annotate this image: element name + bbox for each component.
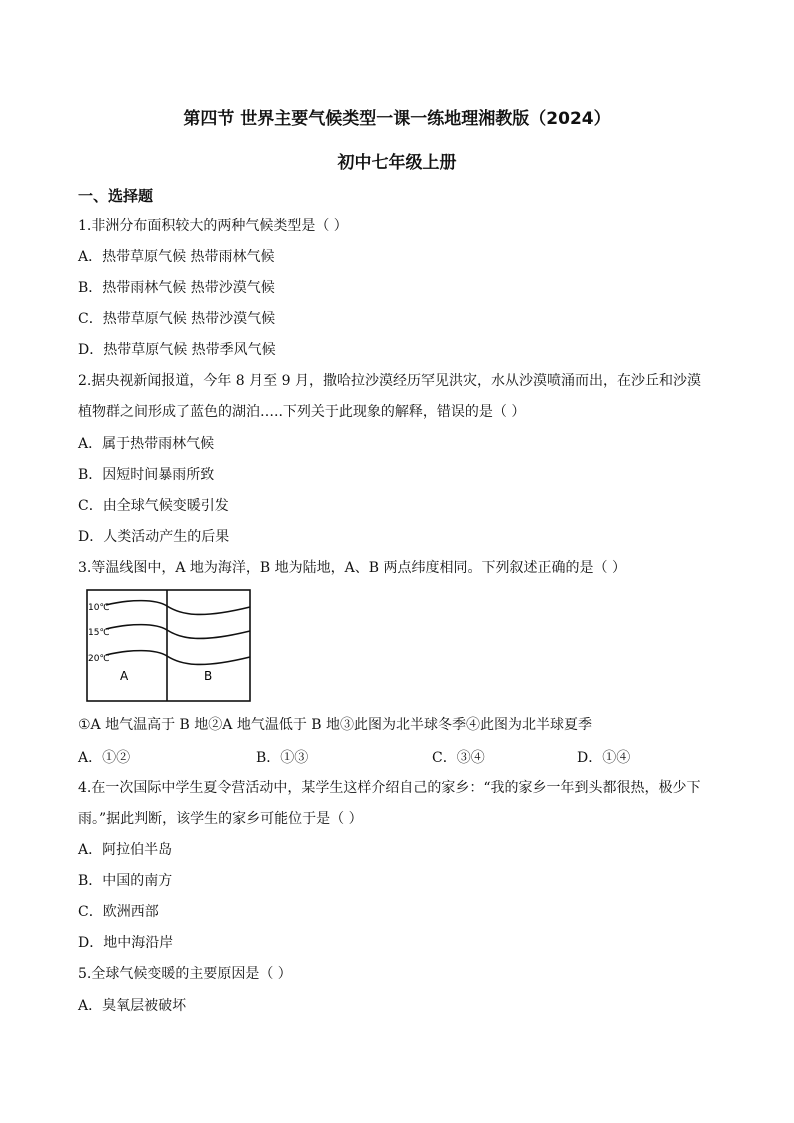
q3-option-b: B．①③: [256, 750, 309, 766]
q1-option-a: A．热带草原气候 热带雨林气候: [78, 249, 275, 265]
document-title-line1: 第四节 世界主要气候类型一课一练地理湘教版（2024）: [183, 109, 611, 129]
q3-statements: ①A 地气温高于 B 地②A 地气温低于 B 地③此图为北半球冬季④此图为北半球夏季: [78, 717, 593, 733]
q2-option-a: A．属于热带雨林气候: [78, 436, 215, 452]
q1-option-b: B．热带雨林气候 热带沙漠气候: [78, 280, 275, 296]
point-b-label: B: [204, 669, 213, 683]
q1-stem: 1.非洲分布面积较大的两种气候类型是（ ）: [78, 218, 348, 234]
q1-option-c: C．热带草原气候 热带沙漠气候: [78, 311, 276, 327]
isotherm-label-15: 15℃: [88, 628, 110, 638]
q3-option-a: A．①②: [78, 750, 131, 766]
q4-option-b: B．中国的南方: [78, 873, 173, 889]
isotherm-figure: [86, 589, 252, 703]
q2-stem-line2: 植物群之间形成了蓝色的湖泊…..下列关于此现象的解释，错误的是（ ）: [78, 404, 526, 420]
q1-option-d: D．热带草原气候 热带季风气候: [78, 342, 276, 358]
section-heading: 一、选择题: [78, 187, 154, 205]
q4-option-a: A．阿拉伯半岛: [78, 842, 173, 858]
q2-option-b: B．因短时间暴雨所致: [78, 467, 215, 483]
isotherm-label-20: 20℃: [88, 654, 110, 664]
q4-option-c: C．欧洲西部: [78, 904, 159, 920]
q5-option-a: A．臭氧层被破坏: [78, 998, 187, 1014]
document-title-line2: 初中七年级上册: [337, 153, 457, 173]
q5-stem: 5.全球气候变暖的主要原因是（ ）: [78, 966, 292, 982]
q4-stem-line1: 4.在一次国际中学生夏令营活动中，某学生这样介绍自己的家乡：“我的家乡一年到头都很热，极少下: [78, 780, 701, 796]
q2-option-c: C．由全球气候变暖引发: [78, 498, 229, 514]
q3-option-c: C．③④: [432, 750, 485, 766]
q3-stem: 3.等温线图中，A 地为海洋，B 地为陆地，A、B 两点纬度相同。下列叙述正确的是（ ）: [78, 560, 626, 576]
point-a-label: A: [120, 669, 129, 683]
isotherm-label-10: 10℃: [88, 603, 110, 613]
q3-option-d: D．①④: [577, 750, 631, 766]
q4-option-d: D．地中海沿岸: [78, 935, 174, 951]
q2-stem-line1: 2.据央视新闻报道，今年 8 月至 9 月，撒哈拉沙漠经历罕见洪灾，水从沙漠喷涌而出，在沙丘和沙漠: [78, 373, 701, 389]
q2-option-d: D．人类活动产生的后果: [78, 529, 230, 545]
q4-stem-line2: 雨。”据此判断，该学生的家乡可能位于是（ ）: [78, 811, 363, 827]
